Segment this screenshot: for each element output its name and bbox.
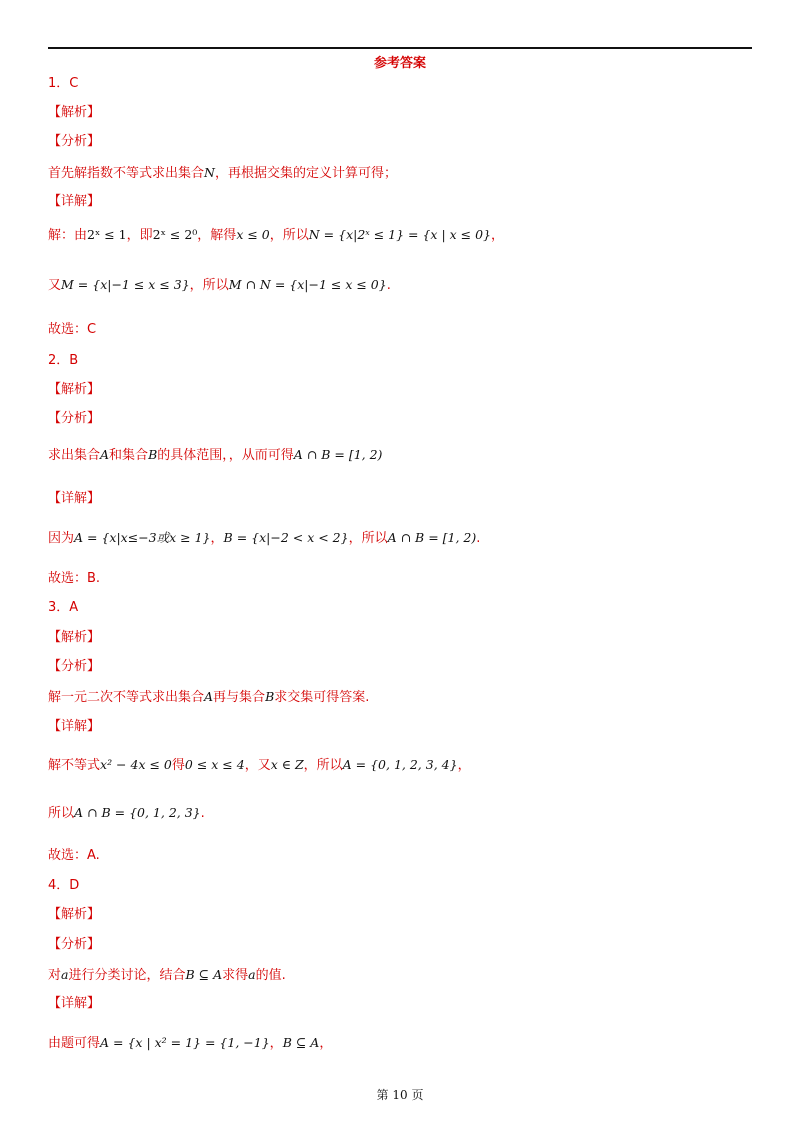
math: A ∩ B = [1, 2) [293,447,383,462]
text: . [476,531,481,546]
text: 由题可得 [48,1036,101,1051]
text: ，所以 [348,531,388,546]
math: A ∩ B = {0, 1, 2, 3} [74,805,201,820]
text: 再与集合 [213,690,266,705]
q4-xiangjie-heading: 【详解】 [48,996,101,1011]
math: M ∩ N = {x|−1 ≤ x ≤ 0} [228,277,387,292]
q3-xiangjie-heading: 【详解】 [48,719,101,734]
math: B ⊆ A [185,967,223,982]
q2-jiexi-heading: 【解析】 [48,382,101,397]
q1-number: 1．C [48,76,79,91]
q2-detail [48,529,480,548]
q2-analysis [48,446,382,465]
math: N [204,165,215,180]
math: B ⊆ A [282,1035,320,1050]
header-rule [48,47,752,49]
math: A = {0, 1, 2, 3, 4} [342,757,458,772]
math: a [61,967,69,982]
q3-detail-line1 [48,756,471,775]
q2-xiangjie-heading: 【详解】 [48,491,101,506]
q3-detail-line2 [48,804,205,823]
text: 求得 [222,968,249,983]
q1-detail-line2 [48,276,391,295]
text: ，又 [244,758,271,773]
text: 因为 [48,531,75,546]
math: A = {x | x² = 1} = {1, −1} [100,1035,270,1050]
text: 解不等式 [48,758,101,773]
text: 得 [171,758,185,773]
page-title: 参考答案 [373,56,426,71]
math: x ∈ Z [270,757,304,772]
q2-answer: 故选：B. [48,571,101,586]
math: A ∩ B = [1, 2) [387,530,477,545]
math: B [148,447,158,462]
q1-analysis [48,164,397,183]
q3-answer: 故选：A. [48,848,100,863]
text: 首先解指数不等式求出集合 [48,166,205,181]
q1-answer: 故选：C [48,322,97,337]
page-footer: 第 10 页 [376,1088,424,1102]
math: 2ˣ ≤ 1 [87,227,127,242]
math: a [248,967,256,982]
text: 又 [48,278,62,293]
text: ， [457,758,471,773]
q1-jiexi-heading: 【解析】 [48,105,101,120]
q4-jiexi-heading: 【解析】 [48,907,101,922]
text: 进行分类讨论，结合 [68,968,186,983]
q3-number: 3．A [48,600,79,615]
math: N = {x|2ˣ ≤ 1} = {x | x ≤ 0} [308,227,492,242]
text: 解一元二次不等式求出集合 [48,690,205,705]
text: 的值. [255,968,286,983]
q4-analysis [48,966,286,985]
q4-number: 4．D [48,878,80,893]
math: A [204,689,214,704]
q3-jiexi-heading: 【解析】 [48,630,101,645]
text: ，解得 [197,228,237,243]
q3-analysis [48,688,369,707]
text: 和集合 [109,448,149,463]
q4-fenxi-heading: 【分析】 [48,937,101,952]
text: . [200,806,205,821]
text: ，所以 [303,758,343,773]
text: 所以 [48,806,75,821]
math: x ≤ 0 [236,227,270,242]
q4-detail [48,1034,332,1053]
q1-fenxi-heading: 【分析】 [48,134,101,149]
text: ， [269,1036,283,1051]
text: ， [319,1036,333,1051]
q2-number: 2．B [48,353,79,368]
math: 0 ≤ x ≤ 4 [184,757,245,772]
text: 求出集合 [48,448,101,463]
text: ， [491,228,505,243]
text: 求交集可得答案. [274,690,370,705]
q1-detail-line1 [48,226,504,245]
text: 解：由 [48,228,88,243]
text: ，所以 [269,228,309,243]
math: M = {x|−1 ≤ x ≤ 3} [61,277,190,292]
q1-xiangjie-heading: 【详解】 [48,194,101,209]
text: . [386,278,391,293]
math: x² − 4x ≤ 0 [100,757,172,772]
text: 对 [48,968,62,983]
math: B [265,689,275,704]
q2-fenxi-heading: 【分析】 [48,411,101,426]
q3-fenxi-heading: 【分析】 [48,659,101,674]
math: 2ˣ ≤ 2⁰ [152,227,198,242]
text: ，再根据交集的定义计算可得； [214,166,397,181]
text: ， [210,531,224,546]
text: ，即 [126,228,153,243]
text: 的具体范围，，从而可得 [157,448,294,463]
text: ，所以 [189,278,229,293]
math: B = {x|−2 < x < 2} [223,530,349,545]
math: A [100,447,110,462]
math: A = {x|x≤−3或x ≥ 1} [74,530,211,545]
